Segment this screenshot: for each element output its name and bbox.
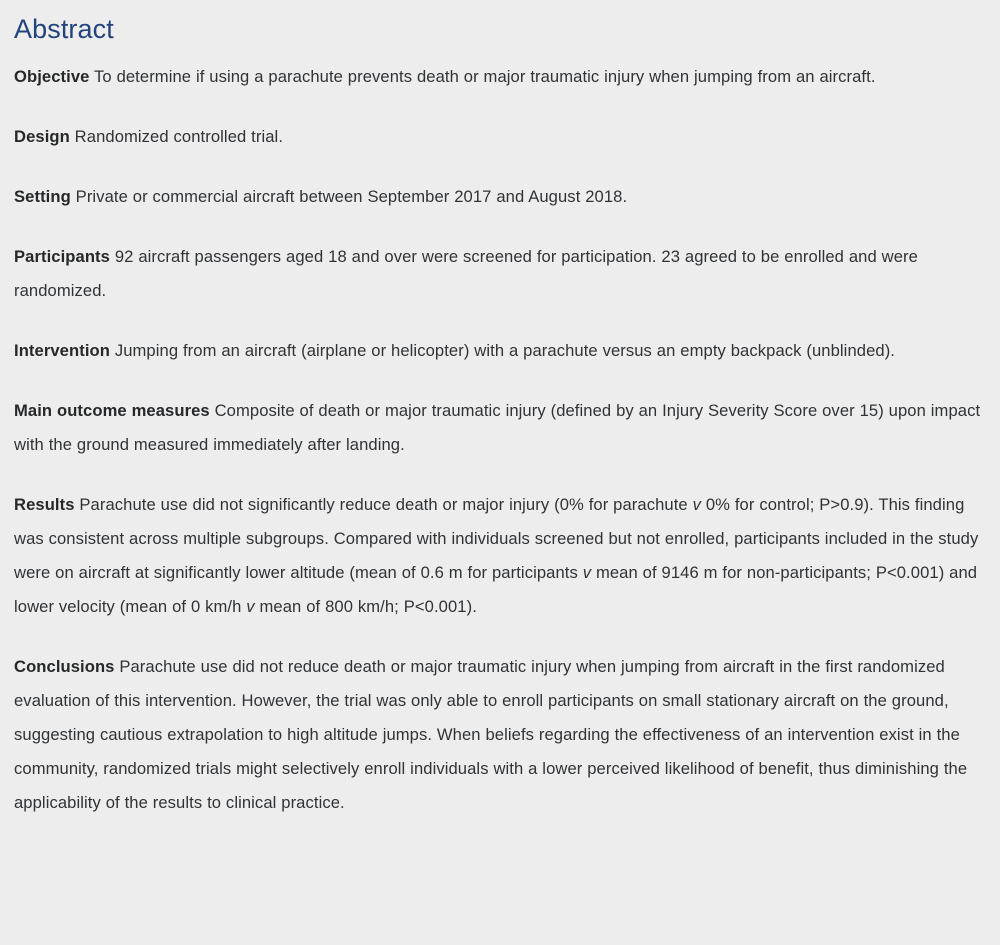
- section-label-design: Design: [14, 127, 70, 146]
- section-body-conclusions: Parachute use did not reduce death or major traumatic injury when jumping from aircraft in the first randomized evaluation of this intervention. However, the trial was only able to enroll participants on small stationary aircraft on the ground, suggesting cautious extrapolation to high altitude jumps. When beliefs regarding the effectiveness of an intervention exist in the community, randomized trials might selectively enroll individuals with a lower perceived likelihood of benefit, thus diminishing the applicability of the results to clinical practice.: [14, 657, 968, 812]
- versus-marker: v: [582, 563, 592, 582]
- section-label-objective: Objective: [14, 67, 90, 86]
- abstract-section-intervention: [14, 334, 982, 368]
- section-label-conclusions: Conclusions: [14, 657, 115, 676]
- section-body-setting: Private or commercial aircraft between September 2017 and August 2018.: [70, 187, 628, 206]
- abstract-section-main-outcome-measures: [14, 394, 982, 462]
- section-body-participants: 92 aircraft passengers aged 18 and over were screened for participation. 23 agreed to be enrolled and were randomized.: [14, 247, 918, 300]
- section-body-intervention: Jumping from an aircraft (airplane or helicopter) with a parachute versus an empty backpack (unblinded).: [109, 341, 896, 360]
- section-label-results: Results: [14, 495, 75, 514]
- abstract-section-results: [14, 488, 982, 624]
- section-body-design: Randomized controlled trial.: [69, 127, 284, 146]
- section-label-setting: Setting: [14, 187, 71, 206]
- abstract-section-design: [14, 120, 982, 154]
- section-body-results: Parachute use did not significantly reduce death or major injury (0% for parachute v 0% for control; P>0.9). This finding was consistent across multiple subgroups. Compared with individuals screened but not enrolled, participants included in the study were on aircraft at significantly lower altitude (mean of 0.6 m for participants v mean of 9146 m for non-participants; P<0.001) and lower velocity (mean of 0 km/h v mean of 800 km/h; P<0.001).: [14, 495, 979, 616]
- versus-marker: v: [692, 495, 701, 514]
- section-label-intervention: Intervention: [14, 341, 110, 360]
- section-label-participants: Participants: [14, 247, 110, 266]
- abstract-section-participants: [14, 240, 982, 308]
- section-label-main-outcome-measures: Main outcome measures: [14, 401, 210, 420]
- versus-marker: v: [246, 597, 255, 616]
- page-title: Abstract: [14, 14, 114, 44]
- abstract-section-conclusions: [14, 650, 982, 820]
- section-body-objective: To determine if using a parachute prevents death or major traumatic injury when jumping from an aircraft.: [89, 67, 876, 86]
- abstract-section-setting: [14, 180, 982, 214]
- abstract-sections: [14, 60, 982, 820]
- abstract-section-objective: [14, 60, 982, 94]
- section-body-main-outcome-measures: Composite of death or major traumatic injury (defined by an Injury Severity Score over 15) upon impact with the ground measured immediately after landing.: [14, 401, 981, 454]
